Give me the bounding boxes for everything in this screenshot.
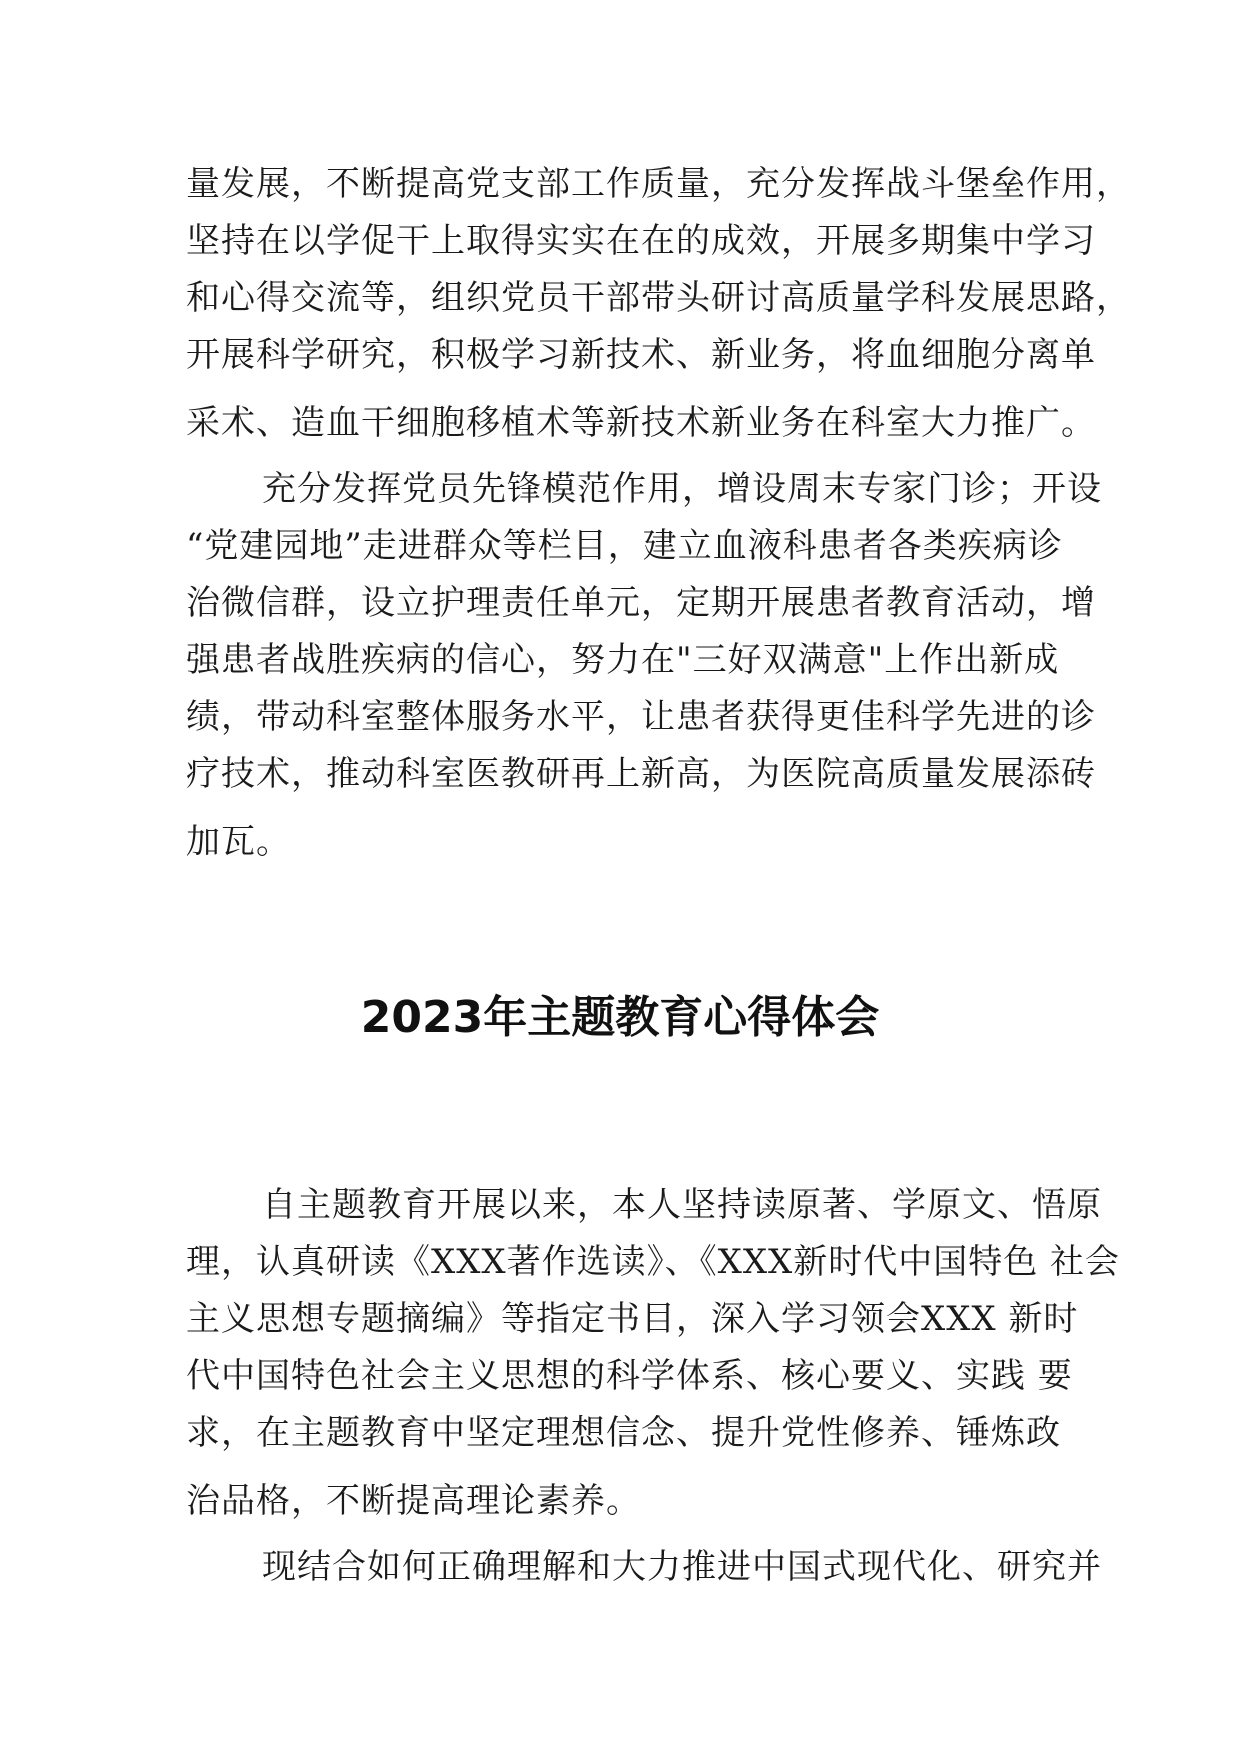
- paragraph-line: 求，在主题教育中坚定理想信念、提升党性修养、锤炼政: [186, 1413, 1061, 1453]
- paragraph-line: 自主题教育开展以来，本人坚持读原著、学原文、悟原: [262, 1185, 1102, 1225]
- paragraph-line: 主义思想专题摘编》等指定书目，深入学习领会XXX 新时: [186, 1299, 1079, 1339]
- paragraph-line: 理，认真研读《XXX著作选读》、《XXX新时代中国特色 社会: [186, 1242, 1121, 1282]
- paragraph-line: 现结合如何正确理解和大力推进中国式现代化、研究并: [262, 1547, 1102, 1587]
- paragraph-line: 治微信群，设立护理责任单元，定期开展患者教育活动，增: [186, 583, 1096, 623]
- paragraph-line: 量发展，不断提高党支部工作质量，充分发挥战斗堡垒作用，: [186, 164, 1131, 204]
- paragraph-line: 代中国特色社会主义思想的科学体系、核心要义、实践 要: [186, 1356, 1073, 1396]
- paragraph-line: 强患者战胜疾病的信心，努力在"三好双满意"上作出新成: [186, 640, 1060, 680]
- paragraph-line: 开展科学研究，积极学习新技术、新业务，将血细胞分离单: [186, 335, 1096, 375]
- paragraph-line: 治品格，不断提高理论素养。: [186, 1481, 641, 1521]
- paragraph-line: 和心得交流等，组织党员干部带头研讨高质量学科发展思路，: [186, 278, 1131, 318]
- paragraph-line: 坚持在以学促干上取得实实在在的成效，开展多期集中学习: [186, 221, 1096, 261]
- document-title: 2023年主题教育心得体会: [360, 992, 880, 1043]
- paragraph-line: 采术、造血干细胞移植术等新技术新业务在科室大力推广。: [186, 403, 1096, 443]
- paragraph-line: “党建园地”走进群众等栏目，建立血液科患者各类疾病诊: [186, 526, 1063, 566]
- paragraph-line: 绩，带动科室整体服务水平，让患者获得更佳科学先进的诊: [186, 697, 1096, 737]
- paragraph-line: 加瓦。: [186, 822, 291, 862]
- paragraph-line: 充分发挥党员先锋模范作用，增设周末专家门诊；开设: [262, 469, 1102, 509]
- paragraph-line: 疗技术，推动科室医教研再上新高，为医院高质量发展添砖: [186, 754, 1096, 794]
